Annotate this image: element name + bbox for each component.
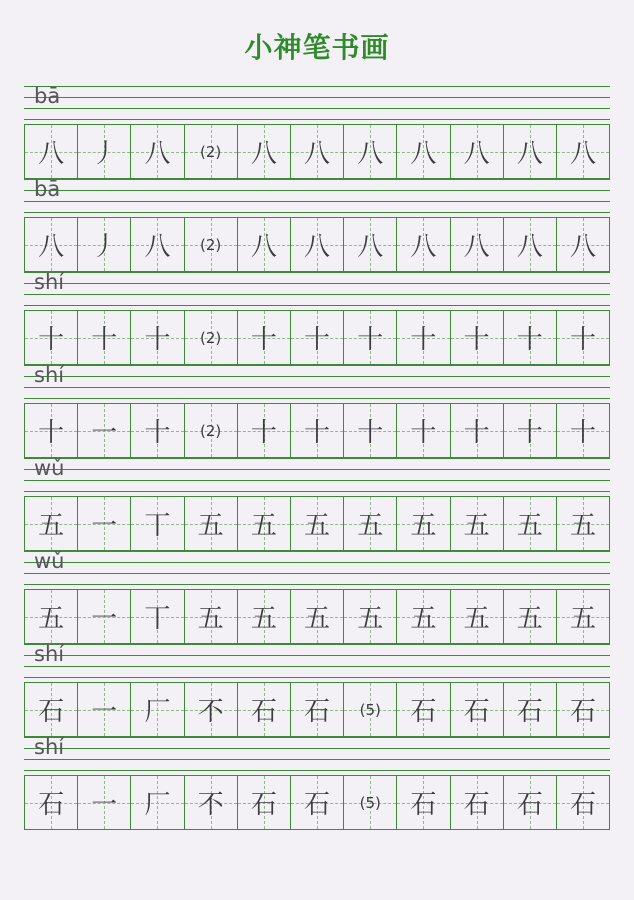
character-cell bbox=[343, 218, 396, 271]
handwritten-character: 石 bbox=[463, 790, 490, 820]
handwritten-character: 石 bbox=[304, 697, 331, 727]
pinyin-rule-line bbox=[24, 376, 610, 377]
character-cell bbox=[184, 590, 237, 643]
handwritten-character: 石 bbox=[304, 790, 331, 820]
handwritten-character: 石 bbox=[516, 697, 543, 727]
handwritten-character: 石 bbox=[516, 790, 543, 820]
handwritten-character: 八 bbox=[144, 139, 171, 169]
character-cell bbox=[450, 590, 503, 643]
character-cell bbox=[77, 218, 130, 271]
handwritten-character: 石 bbox=[410, 790, 437, 820]
handwritten-character: 十 bbox=[463, 325, 490, 355]
character-cell bbox=[184, 776, 237, 829]
handwritten-character: 石 bbox=[463, 697, 490, 727]
practice-section bbox=[24, 737, 610, 830]
handwritten-character: 八 bbox=[463, 232, 490, 262]
handwritten-character: 丿 bbox=[91, 232, 118, 262]
character-grid-row bbox=[24, 589, 610, 644]
pinyin-rule-line bbox=[24, 748, 610, 749]
character-cell bbox=[556, 590, 610, 643]
handwritten-character: 十 bbox=[569, 418, 596, 448]
character-cell bbox=[396, 311, 449, 364]
handwritten-character: 八 bbox=[304, 232, 331, 262]
character-cell bbox=[556, 497, 610, 550]
pinyin-rule-line bbox=[24, 190, 610, 191]
handwritten-character: 十 bbox=[357, 418, 384, 448]
character-cell bbox=[290, 404, 343, 457]
pinyin-rule-line bbox=[24, 212, 610, 213]
handwritten-character: 五 bbox=[410, 604, 437, 634]
pinyin-rule-line bbox=[24, 398, 610, 399]
handwritten-character: 五 bbox=[304, 604, 331, 634]
handwritten-character: 五 bbox=[410, 511, 437, 541]
pinyin-label: shí bbox=[34, 363, 65, 387]
character-cell bbox=[503, 218, 556, 271]
character-cell bbox=[290, 311, 343, 364]
handwritten-character: 十 bbox=[569, 325, 596, 355]
handwritten-character: 八 bbox=[304, 139, 331, 169]
handwritten-character: (2) bbox=[200, 142, 222, 161]
handwritten-character: 十 bbox=[410, 325, 437, 355]
handwritten-character: 五 bbox=[569, 511, 596, 541]
handwritten-character: (2) bbox=[200, 328, 222, 347]
character-cell bbox=[184, 404, 237, 457]
pinyin-rule-line bbox=[24, 677, 610, 678]
character-cell bbox=[343, 683, 396, 736]
character-grid-row bbox=[24, 403, 610, 458]
character-cell bbox=[290, 683, 343, 736]
handwritten-character: 石 bbox=[250, 697, 277, 727]
handwritten-character: 五 bbox=[516, 604, 543, 634]
pinyin-rule-line bbox=[24, 584, 610, 585]
handwritten-character: 十 bbox=[144, 325, 171, 355]
handwritten-character: 十 bbox=[250, 325, 277, 355]
character-cell bbox=[290, 218, 343, 271]
character-cell bbox=[24, 311, 77, 364]
handwritten-character: 五 bbox=[250, 604, 277, 634]
pinyin-label: bā bbox=[34, 84, 61, 108]
character-cell bbox=[343, 590, 396, 643]
handwritten-character: 五 bbox=[38, 604, 65, 634]
handwritten-character: 丿 bbox=[91, 139, 118, 169]
character-cell bbox=[290, 125, 343, 178]
pinyin-rule-line bbox=[24, 387, 610, 388]
pinyin-rule-line bbox=[24, 201, 610, 202]
pinyin-rule-line bbox=[24, 294, 610, 295]
character-cell bbox=[556, 218, 610, 271]
character-cell bbox=[290, 590, 343, 643]
handwritten-character: 厂 bbox=[144, 697, 171, 727]
character-cell bbox=[24, 776, 77, 829]
handwritten-character: 八 bbox=[569, 139, 596, 169]
character-cell bbox=[77, 497, 130, 550]
character-cell bbox=[290, 497, 343, 550]
pinyin-rule-line bbox=[24, 119, 610, 120]
handwritten-character: 八 bbox=[38, 139, 65, 169]
pinyin-band bbox=[24, 272, 610, 306]
character-grid-row bbox=[24, 310, 610, 365]
handwritten-character: (2) bbox=[200, 235, 222, 254]
character-cell bbox=[77, 776, 130, 829]
character-cell bbox=[450, 497, 503, 550]
character-cell bbox=[130, 218, 183, 271]
character-cell bbox=[184, 683, 237, 736]
handwritten-character: 五 bbox=[304, 511, 331, 541]
handwritten-character: 八 bbox=[250, 139, 277, 169]
character-cell bbox=[24, 590, 77, 643]
handwritten-character: 石 bbox=[38, 790, 65, 820]
handwritten-character: 十 bbox=[250, 418, 277, 448]
handwritten-character: 不 bbox=[197, 790, 224, 820]
pinyin-rule-line bbox=[24, 458, 610, 459]
handwritten-character: 十 bbox=[410, 418, 437, 448]
character-cell bbox=[503, 776, 556, 829]
pinyin-rule-line bbox=[24, 86, 610, 87]
handwritten-character: 十 bbox=[516, 418, 543, 448]
character-cell bbox=[556, 776, 610, 829]
handwritten-character: 八 bbox=[516, 139, 543, 169]
pinyin-rule-line bbox=[24, 179, 610, 180]
character-cell bbox=[184, 497, 237, 550]
character-cell bbox=[343, 497, 396, 550]
character-cell bbox=[130, 590, 183, 643]
pinyin-rule-line bbox=[24, 573, 610, 574]
pinyin-rule-line bbox=[24, 365, 610, 366]
handwritten-character: 石 bbox=[569, 790, 596, 820]
pinyin-label: shí bbox=[34, 270, 65, 294]
character-cell bbox=[130, 776, 183, 829]
character-cell bbox=[343, 404, 396, 457]
character-cell bbox=[450, 125, 503, 178]
practice-section bbox=[24, 365, 610, 458]
handwritten-character: 石 bbox=[569, 697, 596, 727]
pinyin-rule-line bbox=[24, 491, 610, 492]
practice-section bbox=[24, 644, 610, 737]
practice-section bbox=[24, 86, 610, 179]
handwritten-character: 厂 bbox=[144, 790, 171, 820]
pinyin-rule-line bbox=[24, 283, 610, 284]
handwritten-character: 五 bbox=[357, 604, 384, 634]
pinyin-band bbox=[24, 458, 610, 492]
character-cell bbox=[24, 683, 77, 736]
character-cell bbox=[237, 125, 290, 178]
handwritten-character: 五 bbox=[197, 511, 224, 541]
pinyin-label: wǔ bbox=[34, 456, 65, 480]
character-cell bbox=[24, 218, 77, 271]
pinyin-rule-line bbox=[24, 655, 610, 656]
pinyin-rule-line bbox=[24, 551, 610, 552]
character-cell bbox=[237, 218, 290, 271]
pinyin-rule-line bbox=[24, 480, 610, 481]
handwritten-character: 八 bbox=[38, 232, 65, 262]
character-cell bbox=[503, 497, 556, 550]
character-grid-row bbox=[24, 775, 610, 830]
practice-section bbox=[24, 272, 610, 365]
handwritten-character: 一 bbox=[91, 790, 118, 820]
pinyin-label: shí bbox=[34, 735, 65, 759]
handwritten-character: 一 bbox=[91, 418, 118, 448]
pinyin-rule-line bbox=[24, 305, 610, 306]
handwritten-character: 八 bbox=[250, 232, 277, 262]
handwritten-character: 一 bbox=[91, 697, 118, 727]
character-cell bbox=[503, 125, 556, 178]
pinyin-band bbox=[24, 644, 610, 678]
practice-section bbox=[24, 179, 610, 272]
pinyin-label: bā bbox=[34, 177, 61, 201]
pinyin-label: shí bbox=[34, 642, 65, 666]
character-cell bbox=[77, 590, 130, 643]
character-cell bbox=[450, 683, 503, 736]
pinyin-rule-line bbox=[24, 272, 610, 273]
character-cell bbox=[396, 218, 449, 271]
handwritten-character: 八 bbox=[463, 139, 490, 169]
handwritten-character: 八 bbox=[569, 232, 596, 262]
character-cell bbox=[343, 311, 396, 364]
character-cell bbox=[396, 776, 449, 829]
handwritten-character: 一 bbox=[91, 511, 118, 541]
handwritten-character: (5) bbox=[359, 700, 381, 719]
pinyin-band bbox=[24, 179, 610, 213]
character-cell bbox=[396, 683, 449, 736]
handwritten-character: 五 bbox=[197, 604, 224, 634]
character-cell bbox=[503, 311, 556, 364]
character-cell bbox=[450, 311, 503, 364]
handwritten-character: 八 bbox=[357, 232, 384, 262]
character-cell bbox=[290, 776, 343, 829]
handwritten-character: 五 bbox=[357, 511, 384, 541]
handwritten-character: 十 bbox=[463, 418, 490, 448]
character-cell bbox=[237, 404, 290, 457]
character-cell bbox=[184, 125, 237, 178]
handwritten-character: 石 bbox=[38, 697, 65, 727]
character-cell bbox=[343, 125, 396, 178]
sheet-title: 小神笔书画 bbox=[244, 31, 390, 64]
pinyin-rule-line bbox=[24, 97, 610, 98]
pinyin-rule-line bbox=[24, 562, 610, 563]
character-cell bbox=[503, 590, 556, 643]
character-cell bbox=[396, 590, 449, 643]
character-cell bbox=[77, 125, 130, 178]
character-cell bbox=[556, 683, 610, 736]
handwritten-character: 八 bbox=[516, 232, 543, 262]
character-cell bbox=[24, 125, 77, 178]
handwritten-character: 十 bbox=[144, 418, 171, 448]
pinyin-band bbox=[24, 737, 610, 771]
pinyin-rule-line bbox=[24, 644, 610, 645]
pinyin-rule-line bbox=[24, 770, 610, 771]
handwritten-character: 五 bbox=[463, 604, 490, 634]
character-cell bbox=[130, 404, 183, 457]
pinyin-rule-line bbox=[24, 469, 610, 470]
character-grid-row bbox=[24, 682, 610, 737]
character-cell bbox=[396, 497, 449, 550]
character-grid-row bbox=[24, 124, 610, 179]
pinyin-band bbox=[24, 86, 610, 120]
character-cell bbox=[130, 683, 183, 736]
handwritten-character: 十 bbox=[91, 325, 118, 355]
pinyin-rule-line bbox=[24, 759, 610, 760]
handwritten-character: 十 bbox=[304, 418, 331, 448]
handwritten-character: 不 bbox=[197, 697, 224, 727]
character-cell bbox=[450, 404, 503, 457]
character-cell bbox=[556, 404, 610, 457]
character-cell bbox=[77, 404, 130, 457]
character-grid-row bbox=[24, 217, 610, 272]
handwritten-character: 十 bbox=[357, 325, 384, 355]
character-cell bbox=[184, 311, 237, 364]
handwritten-character: 八 bbox=[410, 232, 437, 262]
handwritten-character: 五 bbox=[569, 604, 596, 634]
character-cell bbox=[556, 125, 610, 178]
character-cell bbox=[556, 311, 610, 364]
character-cell bbox=[450, 218, 503, 271]
handwritten-character: 丅 bbox=[144, 604, 171, 634]
character-cell bbox=[130, 311, 183, 364]
character-cell bbox=[77, 683, 130, 736]
character-cell bbox=[237, 311, 290, 364]
handwritten-character: 一 bbox=[91, 604, 118, 634]
pinyin-rule-line bbox=[24, 666, 610, 667]
character-cell bbox=[396, 404, 449, 457]
character-cell bbox=[450, 776, 503, 829]
character-cell bbox=[237, 683, 290, 736]
handwritten-character: 石 bbox=[250, 790, 277, 820]
handwritten-character: 十 bbox=[38, 325, 65, 355]
character-cell bbox=[237, 590, 290, 643]
character-cell bbox=[343, 776, 396, 829]
handwritten-character: 丅 bbox=[144, 511, 171, 541]
character-cell bbox=[237, 497, 290, 550]
character-cell bbox=[130, 497, 183, 550]
handwritten-character: 八 bbox=[410, 139, 437, 169]
character-cell bbox=[77, 311, 130, 364]
pinyin-band bbox=[24, 551, 610, 585]
character-cell bbox=[24, 404, 77, 457]
pinyin-rule-line bbox=[24, 108, 610, 109]
character-cell bbox=[503, 683, 556, 736]
handwritten-character: 十 bbox=[38, 418, 65, 448]
character-cell bbox=[184, 218, 237, 271]
character-cell bbox=[237, 776, 290, 829]
practice-section bbox=[24, 458, 610, 551]
handwritten-character: 十 bbox=[516, 325, 543, 355]
handwritten-character: 十 bbox=[304, 325, 331, 355]
handwritten-character: (5) bbox=[359, 793, 381, 812]
character-cell bbox=[503, 404, 556, 457]
handwritten-character: 五 bbox=[463, 511, 490, 541]
handwritten-character: 八 bbox=[357, 139, 384, 169]
handwritten-character: 五 bbox=[250, 511, 277, 541]
practice-section bbox=[24, 551, 610, 644]
character-cell bbox=[396, 125, 449, 178]
pinyin-label: wǔ bbox=[34, 549, 65, 573]
handwritten-character: 八 bbox=[144, 232, 171, 262]
handwritten-character: 五 bbox=[516, 511, 543, 541]
handwritten-character: (2) bbox=[200, 421, 222, 440]
pinyin-rule-line bbox=[24, 737, 610, 738]
character-cell bbox=[130, 125, 183, 178]
character-grid-row bbox=[24, 496, 610, 551]
handwritten-character: 五 bbox=[38, 511, 65, 541]
pinyin-band bbox=[24, 365, 610, 399]
character-cell bbox=[24, 497, 77, 550]
handwritten-character: 石 bbox=[410, 697, 437, 727]
